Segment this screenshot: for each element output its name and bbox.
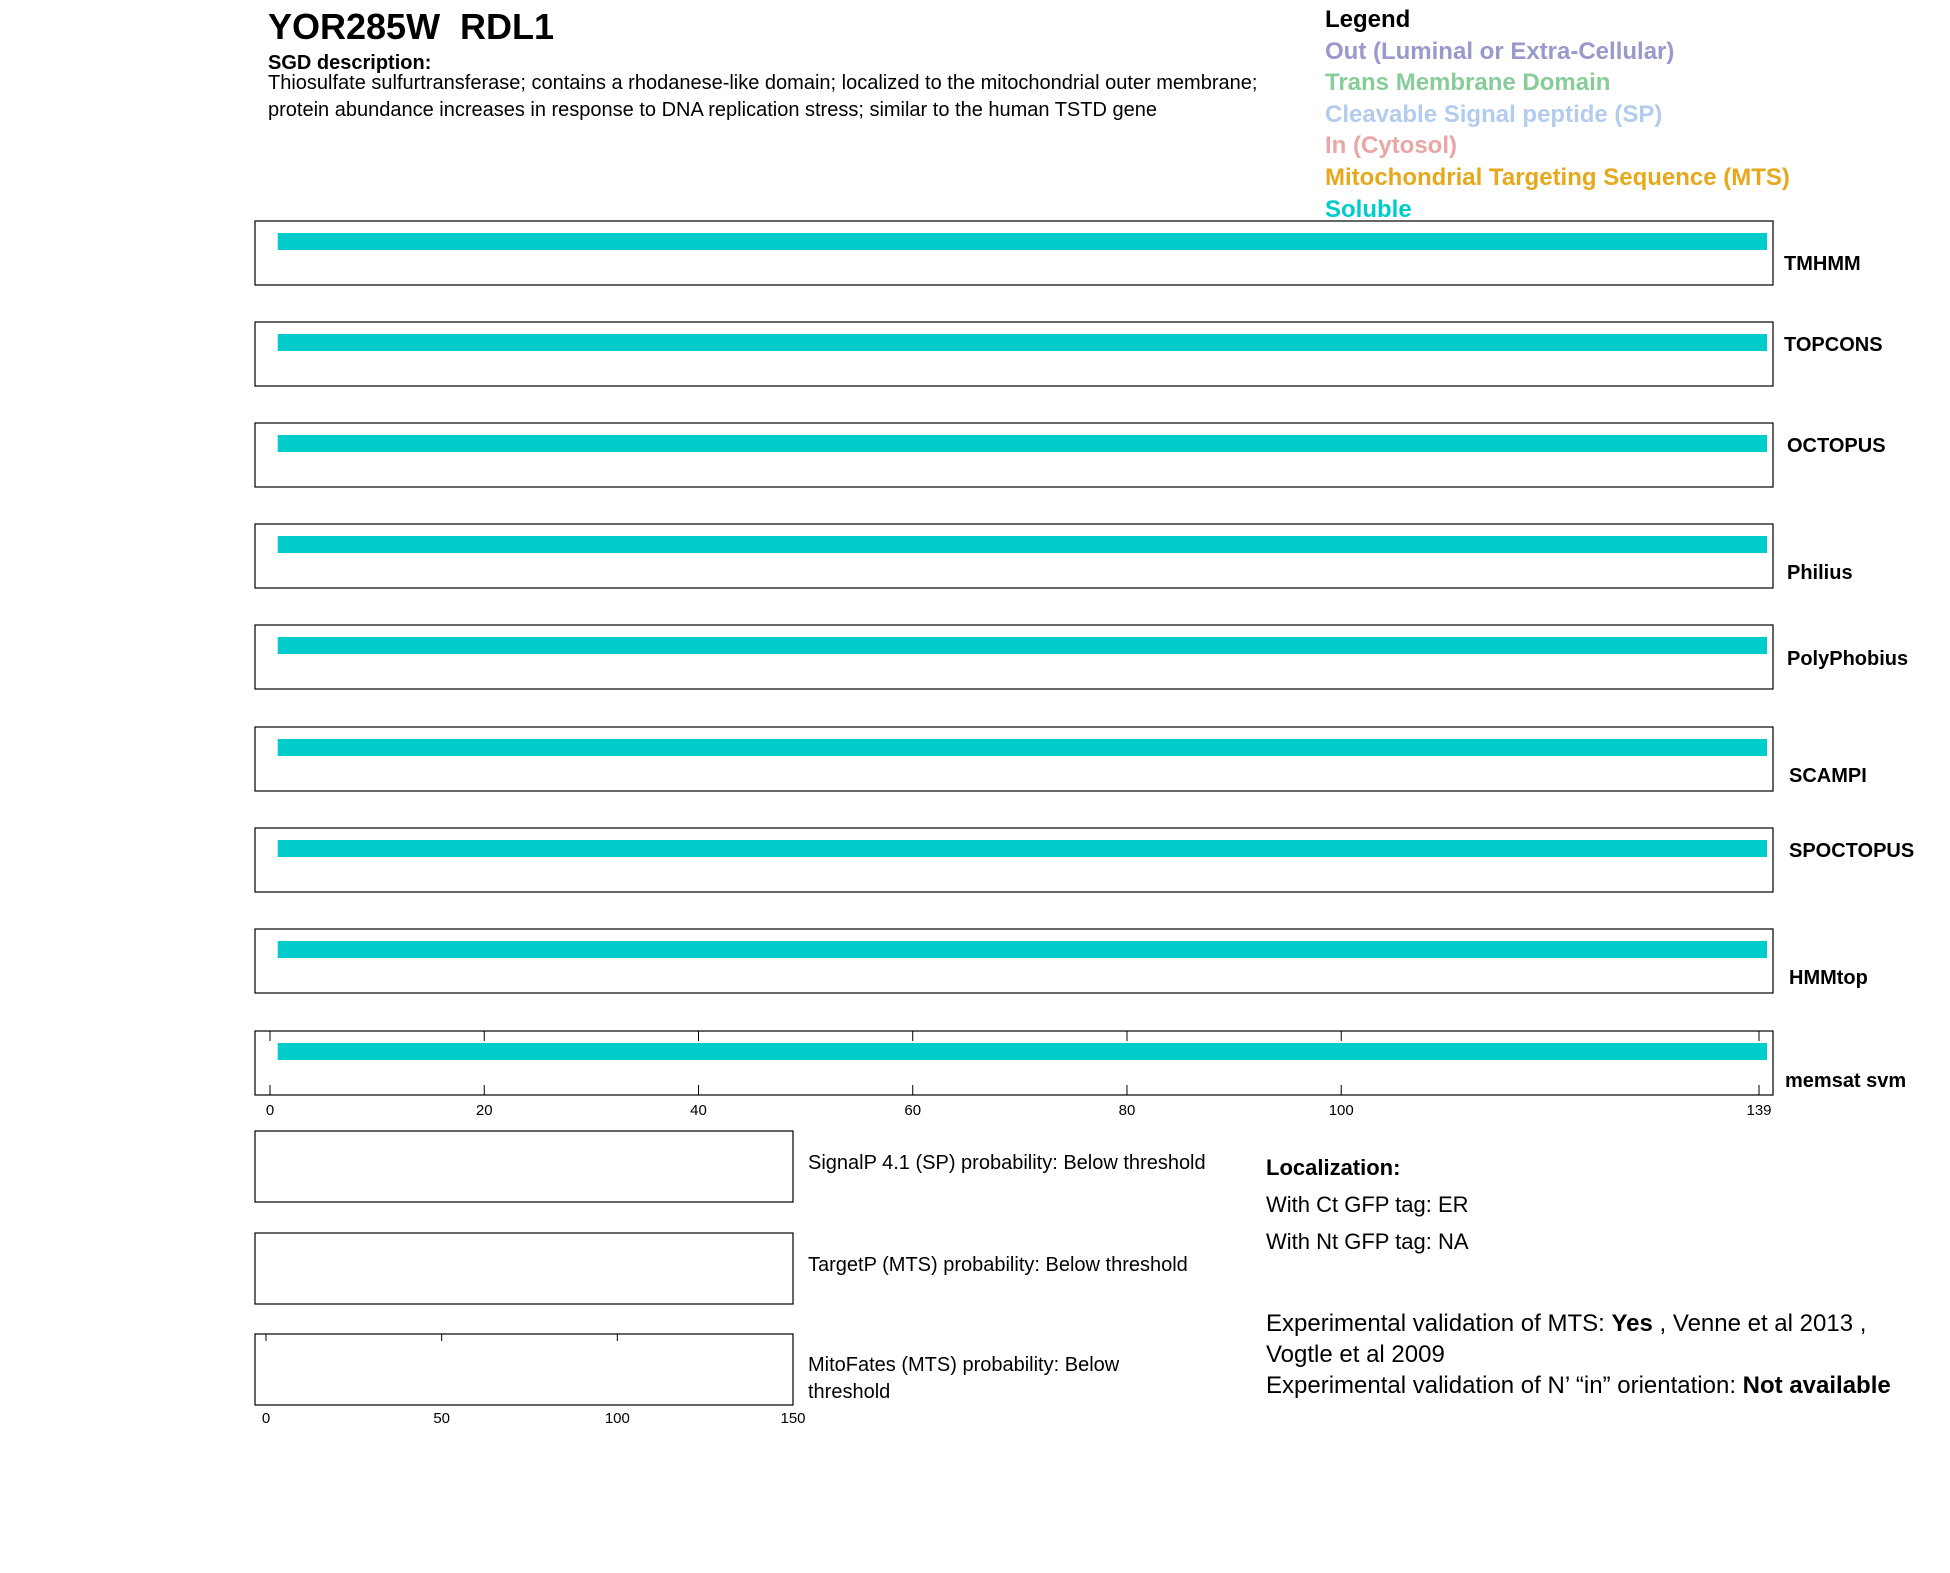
predictor-box <box>255 423 1773 487</box>
localization-ct-gfp: With Ct GFP tag: ER <box>1266 1192 1469 1217</box>
soluble-bar <box>278 334 1767 351</box>
predictor-label: PolyPhobius <box>1787 648 1909 670</box>
axis-tick-label: 100 <box>1328 1102 1354 1119</box>
predictor-box <box>255 625 1773 689</box>
probability-box <box>255 1131 793 1202</box>
legend-item-in: In (Cytosol) <box>1325 132 1457 160</box>
soluble-bar <box>278 637 1767 654</box>
soluble-bar <box>278 840 1767 857</box>
orientation-validation-prefix: Experimental validation of N’ “in” orientation: <box>1266 1372 1743 1399</box>
legend-item-out: Out (Luminal or Extra-Cellular) <box>1325 37 1675 65</box>
soluble-bar <box>278 233 1767 250</box>
axis-tick-label: 40 <box>690 1102 707 1119</box>
sgd-description-label: SGD description: <box>268 52 432 74</box>
soluble-bar <box>278 941 1767 958</box>
predictor-label: Philius <box>1787 562 1853 584</box>
legend-item-soluble: Soluble <box>1325 195 1412 223</box>
mts-validation-prefix: Experimental validation of MTS: <box>1266 1310 1612 1337</box>
probability-label: SignalP 4.1 (SP) probability: Below threshold <box>808 1152 1206 1174</box>
mts-validation-refs: , Venne et al 2013 , Vogtle et al 2009 <box>1266 1310 1867 1368</box>
soluble-bar <box>278 435 1767 452</box>
legend-item-signal-peptide: Cleavable Signal peptide (SP) <box>1325 100 1663 128</box>
axis-tick-label: 150 <box>780 1410 806 1427</box>
localization-block <box>1266 1149 1469 1260</box>
predictor-label: OCTOPUS <box>1787 435 1886 457</box>
axis-tick-label: 60 <box>904 1102 922 1119</box>
predictor-box <box>255 828 1773 892</box>
mts-validation-value: Yes <box>1611 1310 1653 1337</box>
predictor-label: SCAMPI <box>1789 765 1867 787</box>
sgd-description-text: Thiosulfate sulfurtransferase; contains a rhodanese-like domain; localized to the mitochondrial outer membrane; protein abundance increases in response to DNA replication stress; similar to the human TSTD gene <box>268 72 1258 121</box>
soluble-bar <box>278 536 1767 553</box>
probability-label: TargetP (MTS) probability: Below threshold <box>808 1254 1188 1276</box>
predictor-box <box>255 1031 1773 1095</box>
localization-title: Localization: <box>1266 1155 1401 1180</box>
localization-nt-gfp: With Nt GFP tag: NA <box>1266 1229 1469 1254</box>
predictor-label: TMHMM <box>1784 253 1861 275</box>
predictor-label: HMMtop <box>1789 967 1868 989</box>
predictor-box <box>255 221 1773 285</box>
validation-block <box>1266 1308 1916 1401</box>
axis-tick-label: 50 <box>433 1410 450 1427</box>
predictor-label: TOPCONS <box>1784 334 1883 356</box>
axis-tick-label: 20 <box>475 1102 493 1119</box>
axis-tick-label: 0 <box>261 1410 271 1427</box>
axis-tick-label: 100 <box>604 1410 630 1427</box>
predictor-box <box>255 929 1773 993</box>
mts-validation <box>1266 1308 1916 1370</box>
predictor-box <box>255 322 1773 386</box>
predictor-box <box>255 524 1773 588</box>
soluble-bar <box>278 1043 1767 1060</box>
predictor-label: memsat svm <box>1785 1070 1907 1092</box>
legend-title: Legend <box>1325 6 1411 33</box>
gene-title: YOR285W RDL1 <box>268 6 555 47</box>
axis-tick-label: 80 <box>1118 1102 1136 1119</box>
orientation-validation-value: Not available <box>1742 1372 1891 1399</box>
legend-item-mts: Mitochondrial Targeting Sequence (MTS) <box>1325 163 1790 191</box>
probability-box <box>255 1233 793 1304</box>
probability-box <box>255 1334 793 1405</box>
predictor-label: SPOCTOPUS <box>1789 840 1915 862</box>
legend-item-transmembrane: Trans Membrane Domain <box>1325 69 1611 97</box>
axis-tick-label: 0 <box>265 1102 275 1119</box>
axis-tick-label: 139 <box>1746 1102 1772 1119</box>
soluble-bar <box>278 739 1767 756</box>
probability-label: MitoFates (MTS) probability: Below threshold <box>808 1354 1120 1403</box>
orientation-validation <box>1266 1370 1916 1401</box>
predictor-box <box>255 727 1773 791</box>
